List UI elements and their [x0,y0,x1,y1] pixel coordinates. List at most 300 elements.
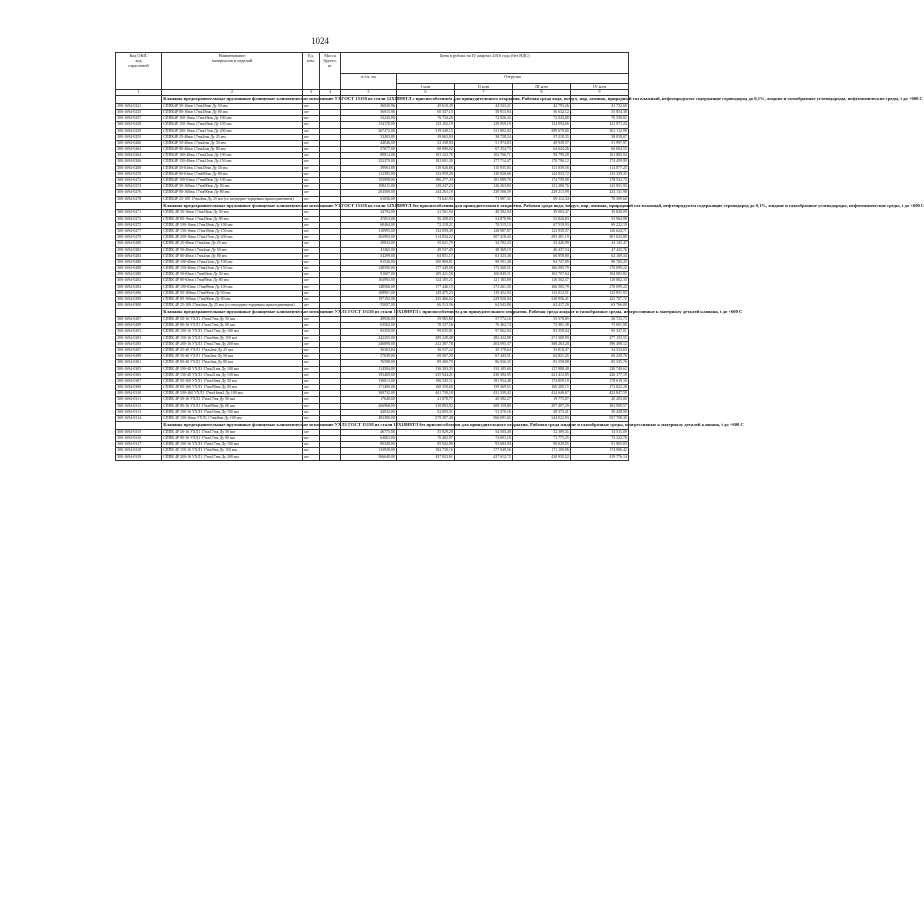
code-cell: 300-1694-0289 [116,323,162,329]
quarter-group-header: Отгрузка [397,74,629,84]
q1-cell: 109 421,58 [397,272,455,278]
q2-cell: 130 828,66 [455,171,513,177]
q4-cell: 178 533,73 [571,178,629,184]
code-cell: 300-1694-0260 [116,140,162,146]
unit-cell: шт [303,266,320,272]
name-cell: СППК 4Р 100-40нж 17нж21нж Ду 100 мм [162,259,303,265]
unit-cell: шт [303,442,320,448]
price-total-cell: 61036,00 [341,196,397,202]
name-cell: СППК4Р 25-40нж 17нж2нж Ду 25 мм [162,134,303,140]
q1-cell: 95 942,90 [397,442,455,448]
price-total-cell: 266968,00 [341,403,397,409]
price-total-cell: 204569,00 [341,190,397,196]
code-cell: 300-1694-0297 [116,347,162,353]
code-cell: 300-1694-0312 [116,403,162,409]
q1-cell: 55 829,29 [397,429,455,435]
q4-cell: 34 534,63 [571,347,629,353]
q4-cell: 53 964,98 [571,216,629,222]
q2-cell: 159 369,51 [455,385,513,391]
price-total-cell: 88814,00 [341,153,397,159]
q4-cell: 101 883,94 [571,153,629,159]
price-total-cell: 54299,00 [341,253,397,259]
code-cell: 300-1694-0305 [116,372,162,378]
q3-cell: 121 280,76 [513,184,571,190]
price-header: Цена в рублях на IV квартал 2016 года (без НДС) [341,53,629,74]
q4-cell: 70 599,60 [571,196,629,202]
q4-cell: 73 322,76 [571,435,629,441]
q1-cell: 168 359,60 [397,385,455,391]
price-total-cell: 148590,00 [341,266,397,272]
q3-cell: 64 644,26 [513,147,571,153]
unit-cell: шт [303,171,320,177]
q2-cell: 121 183,89 [455,278,513,284]
q2-cell: 307 418,43 [455,235,513,241]
q1-cell: 76 734,26 [397,116,455,122]
q1-cell: 52 338,94 [397,140,455,146]
code-cell: 300-1694-0311 [116,397,162,403]
unit-cell: шт [303,448,320,454]
q3-cell: 55 570,85 [513,317,571,323]
unit-cell: шт [303,153,320,159]
q4-cell: 91 965,83 [571,442,629,448]
q2-cell: 427 612,72 [455,454,513,460]
q2-cell: 74 691,18 [455,435,513,441]
price-total-cell: 346890,00 [341,341,397,347]
q4-cell: 130 740,62 [571,366,629,372]
q1-cell: 72 218,21 [397,222,455,228]
unit-cell: шт [303,429,320,435]
q3-cell: 166 505,79 [513,266,571,272]
code-cell: 300-1694-0315 [116,429,162,435]
name-cell: СППК4Р 150-40нж 17нж21нж Ду 150 мм [162,159,303,165]
q4-cell: 75 061,98 [571,323,629,329]
q3-cell: 124 994,66 [513,122,571,128]
price-total-cell: 63562,00 [341,323,397,329]
price-total-cell: 57639,00 [341,354,397,360]
q3-cell: 33 426,99 [513,241,571,247]
unit-cell: шт [303,341,320,347]
q1-cell: 89 490,79 [397,360,455,366]
q1-cell: 66 513,56 [397,303,455,309]
q4-cell: 301 623,80 [571,235,629,241]
code-cell: 300-1694-0300 [116,303,162,309]
code-cell: 300-1694-0275 [116,222,162,228]
q1-cell: 579 397,48 [397,416,455,422]
name-cell: СППК 4Р 100-16 УХЛ1 17нж17нж Ду 100 мм [162,442,303,448]
q4-cell: 38 058,07 [571,134,629,140]
q3-cell: 42 793,26 [513,103,571,109]
unit-cell: шт [303,165,320,171]
unit-cell: шт [303,103,320,109]
q4-cell: 41 732,60 [571,103,629,109]
unit-cell: шт [303,416,320,422]
name-cell: СППК4Р 80-63нж 17нж89нж Ду 80 мм [162,171,303,177]
q3-cell: 83 558,08 [513,360,571,366]
section-title: Клапаны предохранительные пружинные фланцевые климатическое исполнение УХЛ1 ГОСТ 15150 из стали 12Х18Н9ТЛ без приспособления для принудительного открытия. Рабочая среда жидкие и газообразные среды, неагрессивные к материалу деталей клапана, t до +600 С [162,422,303,430]
q4-cell: 121 971,24 [571,122,629,128]
q3-cell: 299 678,00 [513,128,571,134]
name-cell: СППК 4Р 50-16 УХЛ1 17нж17нж Ду 50 мм [162,429,303,435]
q3-cell: 71 775,25 [513,435,571,441]
q1-cell: 441 739,18 [397,391,455,397]
q4-cell: 34 145,47 [571,241,629,247]
unit-cell: шт [303,435,320,441]
unit-cell: шт [303,347,320,353]
q1-cell: 177 446,19 [397,284,455,290]
price-total-cell: 46775,00 [341,429,397,435]
name-cell: СППК 4Р 80-16 УХЛ1 17нж90нж Ду 80 мм [162,403,303,409]
section-row [116,202,629,210]
name-cell: СППК4Р 150-16нж 17нж18нж Ду 150 мм [162,122,303,128]
name-cell: СППК 4Р 50-16 УХЛ1 17нж17нж Ду 50 мм [162,397,303,403]
q1-cell: 182 001,30 [397,159,455,165]
name-header: Наименование материалов и изделий [162,53,303,90]
name-cell: СППК 4Р 100-16 УХЛ1 17нж16нж Ду 100 мм [162,409,303,415]
q2-cell: 71 907,31 [455,196,513,202]
code-cell: 300-1694-0318 [116,448,162,454]
q1-cell: 182 739,16 [397,448,455,454]
name-cell: СППК 4Р 25-40 УХЛ1 17нж2нж Ду 25 мм [162,347,303,353]
name-cell: СППК 4Р 25-40нж 17нж2нж Ду 25 мм [162,241,303,247]
q1-cell: 177 449,08 [397,266,455,272]
code-cell: 300-1694-0298 [116,297,162,303]
q3-cell: 73 481,38 [513,323,571,329]
unit-cell: шт [303,366,320,372]
q3-cell: 98 799,28 [513,153,571,159]
code-cell: 300-1694-0317 [116,442,162,448]
q3-cell: 102 707,64 [513,272,571,278]
q1-cell: 76 492,97 [397,435,455,441]
unit-cell: шт [303,391,320,397]
q4-cell: 126 624,71 [571,228,629,234]
price-total-cell: 49936,00 [341,317,397,323]
q1-cell: 60 337,13 [397,109,455,115]
unit-cell: шт [303,409,320,415]
code-cell: 300-1694-0277 [116,228,162,234]
q4-cell: 85 335,76 [571,360,629,366]
name-cell: СППК 4Р 25-100 17нж4нж Ду 25 мм (со штуцерно-торцевым присоединением) [162,303,303,309]
q4-cell: 118 802,33 [571,278,629,284]
name-cell: СППК 4Р 100-16нж 17нж18нж Ду 100 мм [162,222,303,228]
name-cell: СППК4Р 50-16нж 17нж18нж Ду 50 мм [162,103,303,109]
q4-cell: 133 339,35 [571,171,629,177]
unit-cell: шт [303,235,320,241]
q2-cell: 431 339,42 [455,391,513,397]
unit-cell: шт [303,140,320,146]
q3-cell: 94 747,89 [513,259,571,265]
price-total-cell: 30363,84 [341,347,397,353]
q4-cell: 56 723,73 [571,317,629,323]
q3-cell: 49 939,57 [513,140,571,146]
q4-cell: 114 877,25 [571,165,629,171]
q2-cell: 54 878,96 [455,216,513,222]
code-cell: 300-1694-0239 [116,128,162,134]
q1-cell: 64 851,17 [397,253,455,259]
unit-cell: шт [303,210,320,216]
q4-cell: 172 822,28 [571,385,629,391]
q1-cell: 78 337,56 [397,323,455,329]
q2-cell: 173 260,51 [455,266,513,272]
q2-cell: 311 802,02 [455,128,513,134]
q1-cell: 103 243,76 [397,153,455,159]
column-number-row: 1 2 3 4 5 6 7 8 9 [116,90,629,96]
q3-cell: 169 200,15 [513,385,571,391]
q1-cell: 100 969,81 [397,259,455,265]
section-row [116,96,629,104]
code-cell: 300-1694-0293 [116,335,162,341]
code-cell: 300-1694-0299 [116,354,162,360]
code-cell: 300-1694-0314 [116,416,162,422]
mass-header: Масса брутто, кг [320,53,341,90]
unit-cell: шт [303,290,320,296]
q3-cell: 166 505,79 [513,284,571,290]
q4-cell: 301 112,99 [571,128,629,134]
q1-cell: 21 078,77 [397,397,455,403]
price-total-cell: 152379,00 [341,159,397,165]
q2-cell: 38 728,24 [455,134,513,140]
name-cell: СППК4Р 100-40нж 17нж21нж Ду 100 мм [162,153,303,159]
q4-cell: 39 820,09 [571,210,629,216]
code-cell: 300-1694-0238 [116,122,162,128]
unit-cell: шт [303,278,320,284]
q2-cell: 20 582,27 [455,397,513,403]
price-total-cell: 55007,00 [341,303,397,309]
name-cell: СППК 4Р 80-16 УХЛ1 17нж17нж Ду 80 мм [162,435,303,441]
q3-cell: 544 022,93 [513,416,571,422]
q3-cell: 33 810,47 [513,347,571,353]
code-cell: 300-1694-0278 [116,196,162,202]
name-cell: СППК 4Р 150-40нж 17нж21нж Ду 150 мм [162,266,303,272]
q2-cell: 67 254,73 [455,147,513,153]
price-total-cell: 41465,00 [341,247,397,253]
price-total-cell: 148566,00 [341,284,397,290]
q1-cell: 186 345,11 [397,378,455,384]
price-total-cell: 56915,96 [341,109,397,115]
price-total-cell: 81536,00 [341,259,397,265]
name-cell: СППК 4Р 100-16нж УХЛ1 17нж8нж Ду 100 мм [162,416,303,422]
unit-cell: шт [303,128,320,134]
q3-cell: 171 100,96 [513,448,571,454]
code-cell: 300-1694-0286 [116,259,162,265]
code-cell: 300-1694-0266 [116,159,162,165]
q3-cell: 297 497,29 [513,403,571,409]
unit-cell: шт [303,184,320,190]
unit-cell: шт [303,216,320,222]
unit-cell: шт [303,147,320,153]
q2-cell: 34 782,23 [455,241,513,247]
name-cell: СППК 4Р 50-160нж 17нж90нж Ду 50 мм [162,290,303,296]
q4-cell: 95 337,01 [571,329,629,335]
q2-cell: 230 394,95 [455,372,513,378]
q3-cell: 56 632,12 [513,109,571,115]
q3-cell: 220 956,41 [513,297,571,303]
q2-cell: 57 772,16 [455,317,513,323]
unit-cell: шт [303,272,320,278]
q1-cell: 319 349,15 [397,128,455,134]
q2-cell: 115 935,83 [455,165,513,171]
q1-cell: 35 621,79 [397,241,455,247]
q3-cell: 295 401,19 [513,235,571,241]
code-cell: 300-1694-0282 [116,247,162,253]
q1-cell: 41 561,94 [397,210,455,216]
q1-cell: 244 263,18 [397,190,455,196]
q3-cell: 124 933,72 [513,171,571,177]
q1-cell: 437 923,61 [397,454,455,460]
q1-cell: 36 537,22 [397,347,455,353]
q3-cell: 46 437,54 [513,247,571,253]
code-cell: 300-1694-0310 [116,391,162,397]
code-cell: 300-1694-0271 [116,210,162,216]
price-total-cell: 369732,00 [341,391,397,397]
q4-cell: 66 229,76 [571,354,629,360]
q2-cell: 229 920,04 [455,297,513,303]
price-total-cell: 29834,00 [341,241,397,247]
q3-cell: 52 826,83 [513,216,571,222]
name-cell: СППК 4Р 80-40 УХЛ1 17нж2нж Ду 80 мм [162,360,303,366]
q2-cell: 70 515,13 [455,222,513,228]
q4-cell: 123 851,93 [571,184,629,190]
q2-cell: 566 091,65 [455,416,513,422]
q2-cell: 44 533,21 [455,103,513,109]
q3-cell: 113 012,51 [513,290,571,296]
q3-cell: 60 858,80 [513,253,571,259]
price-total-cell: 47853,00 [341,216,397,222]
q3-cell: 221 412,85 [513,372,571,378]
q4-cell: 55 854,38 [571,109,629,115]
q4-cell: 226 177,19 [571,372,629,378]
q1-cell: 73 641,93 [397,196,455,202]
unit-cell: шт [303,178,320,184]
price-total-cell: 108901,00 [341,290,397,296]
q1-cell: 49 537,45 [397,247,455,253]
unit-cell: шт [303,454,320,460]
name-cell: СППК 4Р 50-63нж 17нж65нж Ду 50 мм [162,272,303,278]
price-total-cell: 171406,00 [341,385,397,391]
q1-header: I млн [397,83,455,89]
name-cell: СППК 4Р 100-63нж 17нж89нж Ду 100 мм [162,284,303,290]
code-cell: 300-1694-0294 [116,284,162,290]
code-cell: 300-1694-0290 [116,272,162,278]
unit-cell: шт [303,222,320,228]
q1-cell: 68 890,82 [397,147,455,153]
price-total-cell: 134178,00 [341,122,397,128]
name-cell: СППК4Р 100-16нж 17нж18нж Ду 100 мм [162,116,303,122]
q4-cell: 174 986,42 [571,448,629,454]
q2-cell: 67 443,51 [455,354,513,360]
name-cell: СППК4Р 200-16нж 17нж17нж Ду 200 мм [162,128,303,134]
q3-cell: 93 358,04 [513,329,571,335]
q2-cell: 106 845,11 [455,272,513,278]
code-cell: 300-1694-0292 [116,278,162,284]
price-total-cell: 114594,00 [341,366,397,372]
code-cell: 300-1694-0276 [116,190,162,196]
q3-cell: 414 646,67 [513,391,571,397]
q2-cell: 74 926,32 [455,116,513,122]
name-cell: СППК 4Р 200-16 УХЛ1 17нж17нж Ду 200 мм [162,341,303,347]
q4-cell: 234 131,98 [571,190,629,196]
name-cell: СППК 4Р 50-16нж 17нж18нж Ду 50 мм [162,210,303,216]
price-total-cell: 133938,00 [341,448,397,454]
code-cell: 300-1694-0307 [116,378,162,384]
name-cell: СППК4Р 50-63нж 17нж18нж Ду 50 мм [162,165,303,171]
q4-header: IV млн [571,83,629,89]
price-total-cell: 108211,00 [341,184,397,190]
price-total-cell: 156013,00 [341,378,397,384]
q2-cell: 35 178,64 [455,347,513,353]
price-total-cell: 33283,80 [341,134,397,140]
price-total-cell: 76588,00 [341,360,397,366]
price-total-cell: 482380,00 [341,416,397,422]
code-cell: 300-1694-0288 [116,266,162,272]
q4-cell: 225 707,72 [571,297,629,303]
q2-cell: 282 432,88 [455,335,513,341]
price-total-cell: 17648,00 [341,397,397,403]
q2-cell: 51 370,16 [455,409,513,415]
price-total-cell: 193469,00 [341,372,397,378]
q3-cell: 174 859,10 [513,378,571,384]
unit-cell: шт [303,403,320,409]
q2-cell: 58 913,94 [455,109,513,115]
code-cell: 300-1694-0280 [116,241,162,247]
q4-cell: 96 765,20 [571,259,629,265]
q1-cell: 132 059,49 [397,228,455,234]
section-row [116,309,629,317]
code-cell: 300-1694-0273 [116,216,162,222]
price-table [115,52,924,461]
unit-cell: шт [303,122,320,128]
price-total-cell: 367272,00 [341,128,397,134]
q3-cell: 388 263,20 [513,341,571,347]
code-cell: 300-1694-0279 [116,235,162,241]
q1-cell: 129 475,23 [397,290,455,296]
q4-cell: 62 169,34 [571,253,629,259]
q1-cell: 133 959,28 [397,171,455,177]
q2-cell: 64 943,86 [455,303,513,309]
q2-cell: 181 954,48 [455,378,513,384]
price-total-cell: 80348,00 [341,442,397,448]
price-total-cell: 44032,00 [341,409,397,415]
unit-cell: шт [303,247,320,253]
name-cell: СППК 4Р 100-16 УХЛ1 17нж17нж Ду 100 мм [162,329,303,335]
q4-cell: 277 153,55 [571,335,629,341]
q2-header: II млн [455,83,513,89]
code-cell: 300-1694-0301 [116,360,162,366]
name-cell: СППК 4Р 200-16нж 17нж17нж Ду 200 мм [162,235,303,241]
price-total-cell: 64063,00 [341,435,397,441]
unit-header: Ед. изм. [303,53,320,90]
name-cell: СППК 4Р 150-16 УХЛ1 17нж9нж Ду 150 мм [162,335,303,341]
q2-cell: 86 936,35 [455,360,513,366]
name-cell: СППК 4Р 100-160 УХЛ1 17нж16нж2 Ду 100 мм [162,391,303,397]
q1-cell: 45 610,39 [397,103,455,109]
q2-cell: 98 591,48 [455,259,513,265]
name-cell: СППК4Р 80-160нж 17нж90нж Ду 80 мм [162,190,303,196]
unit-cell: шт [303,303,320,309]
price-total-cell: 110995,00 [341,228,397,234]
code-cell: 300-1694-0231 [116,103,162,109]
q4-cell: 178 619,16 [571,378,629,384]
unit-cell: шт [303,253,320,259]
q2-cell: 181 989,70 [455,178,513,184]
q2-cell: 133 185,60 [455,366,513,372]
q4-cell: 63 766,00 [571,303,629,309]
q2-cell: 173 261,50 [455,284,513,290]
q4-cell: 303 909,57 [571,403,629,409]
unit-cell: шт [303,317,320,323]
code-cell: 300-1694-0237 [116,116,162,122]
q3-cell: 67 519,93 [513,222,571,228]
q3-cell: 69 112,34 [513,196,571,202]
